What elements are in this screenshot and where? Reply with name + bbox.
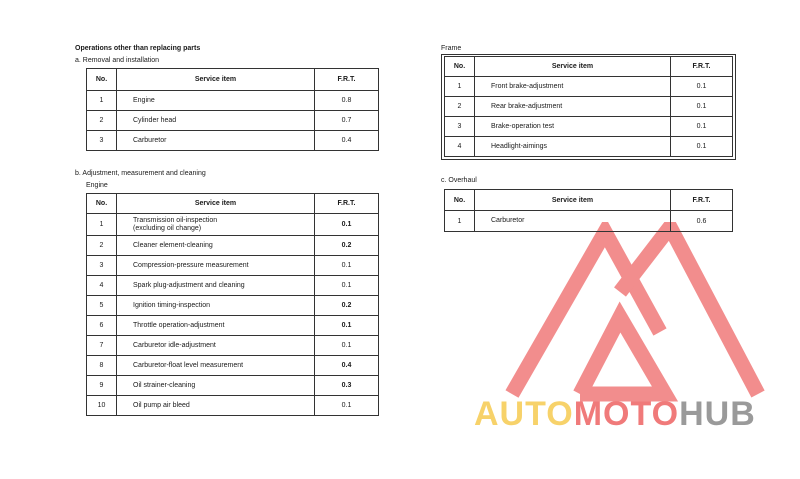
- section-c-label: c. Overhaul: [441, 177, 477, 184]
- col-frt: F.R.T.: [315, 194, 379, 214]
- table-row: 2 Cylinder head 0.7: [87, 111, 379, 131]
- col-frt: F.R.T.: [671, 57, 733, 77]
- table-row: 4 Spark plug-adjustment and cleaning 0.1: [87, 276, 379, 296]
- watermark-hub: HUB: [679, 395, 756, 433]
- section-a-label: a. Removal and installation: [75, 57, 160, 64]
- table-row: 8 Carburetor-float level measurement 0.4: [87, 356, 379, 376]
- table-row: 9 Oil strainer-cleaning 0.3: [87, 376, 379, 396]
- table-row: 10 Oil pump air bleed 0.1: [87, 396, 379, 416]
- col-frt: F.R.T.: [671, 190, 733, 211]
- col-service-item: Service item: [475, 190, 671, 211]
- table-row: 6 Throttle operation-adjustment 0.1: [87, 316, 379, 336]
- watermark-moto: MOTO: [573, 395, 680, 433]
- table-row: 7 Carburetor idle-adjustment 0.1: [87, 336, 379, 356]
- engine-label: Engine: [86, 182, 108, 189]
- engine-item-1-line1: Transmission oil-inspection: [133, 216, 218, 224]
- watermark-logo-icon: [500, 222, 770, 402]
- table-row: 1 Engine 0.8: [87, 91, 379, 111]
- table-row: 3 Brake-operation test 0.1: [445, 117, 733, 137]
- table-row: 1 Front brake-adjustment 0.1: [445, 77, 733, 97]
- col-no: No.: [445, 190, 475, 211]
- table-row: 1 Carburetor 0.6: [445, 211, 733, 232]
- table-row: 5 Ignition timing-inspection 0.2: [87, 296, 379, 316]
- overhaul-table: [444, 189, 733, 232]
- col-no: No.: [87, 69, 117, 91]
- engine-item-1-line2: (excluding oil change): [133, 224, 202, 232]
- table-row: 1 Transmission oil-inspection (excluding oil change) 0.1: [87, 214, 379, 236]
- table-row: 2 Cleaner element-cleaning 0.2: [87, 236, 379, 256]
- table-row: 3 Compression-pressure measurement 0.1: [87, 256, 379, 276]
- col-service-item: Service item: [475, 57, 671, 77]
- col-no: No.: [445, 57, 475, 77]
- frame-label: Frame: [441, 45, 462, 52]
- table-row: 2 Rear brake-adjustment 0.1: [445, 97, 733, 117]
- table-row: 4 Headlight-aimings 0.1: [445, 137, 733, 157]
- col-no: No.: [87, 194, 117, 214]
- engine-table: [86, 193, 379, 416]
- section-b-label: b. Adjustment, measurement and cleaning: [75, 170, 206, 177]
- col-service-item: Service item: [117, 194, 315, 214]
- removal-table: [86, 68, 379, 151]
- frame-table: [444, 56, 733, 157]
- watermark-brand-text: [474, 396, 756, 432]
- watermark-auto: AUTO: [474, 395, 574, 433]
- page-heading: Operations other than replacing parts: [75, 45, 201, 52]
- table-row: 3 Carburetor 0.4: [87, 131, 379, 151]
- col-frt: F.R.T.: [315, 69, 379, 91]
- col-service-item: Service item: [117, 69, 315, 91]
